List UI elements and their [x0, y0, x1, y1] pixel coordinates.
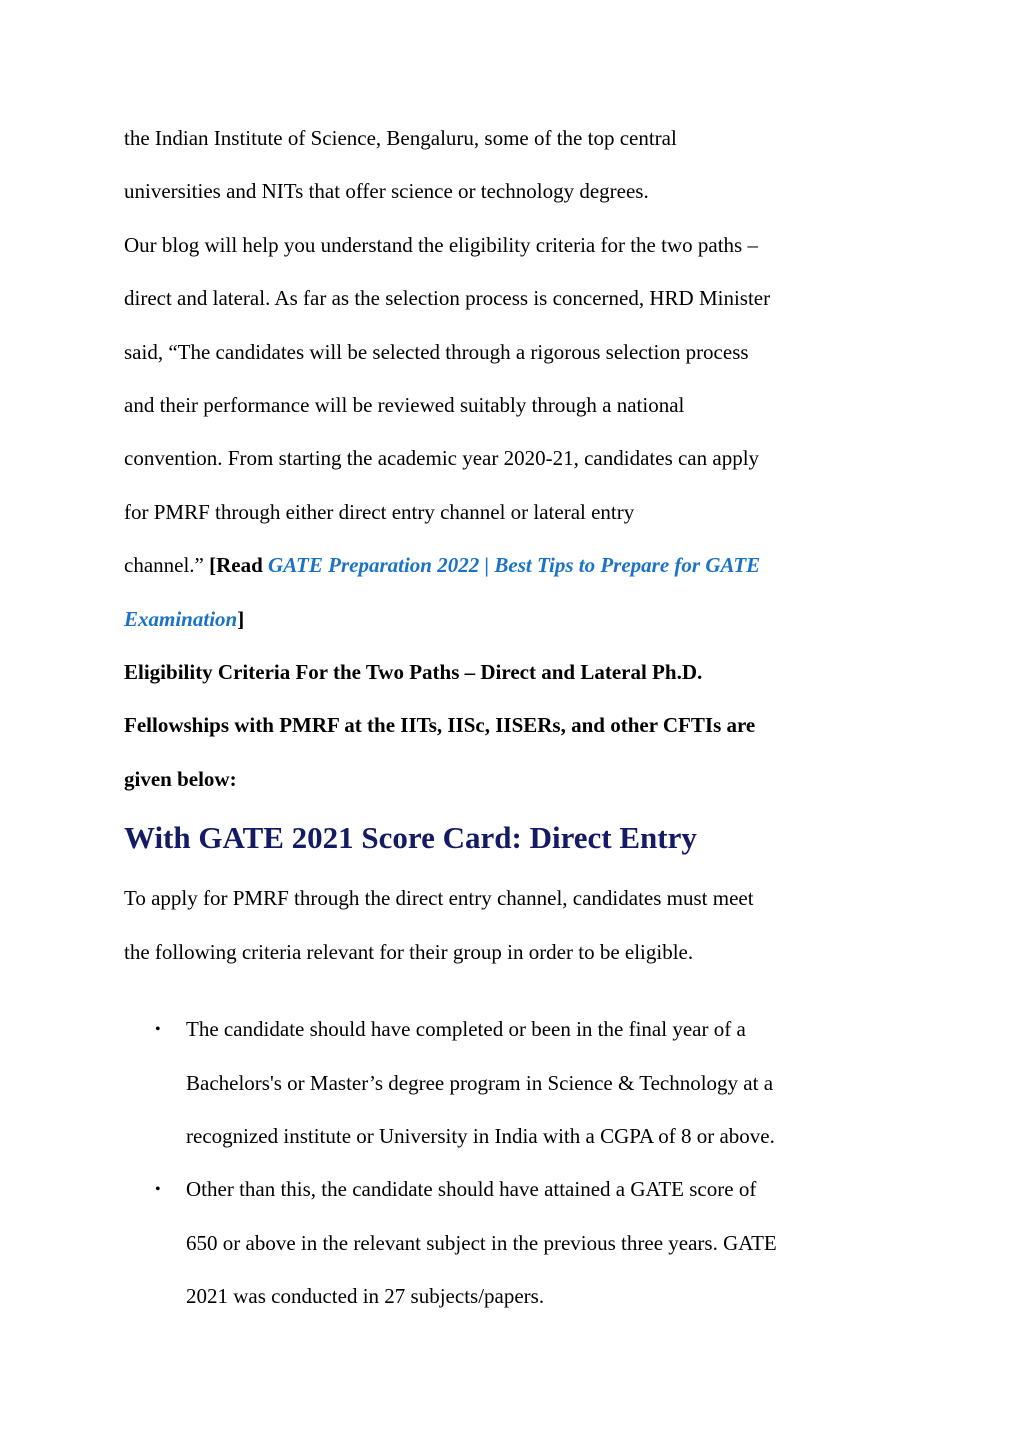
- bullet-icon: •: [155, 1021, 161, 1039]
- text-line: Eligibility Criteria For the Two Paths – Direct and Lateral Ph.D.: [124, 660, 703, 685]
- list-item: [124, 1003, 904, 1163]
- text-line: given below:: [124, 766, 237, 791]
- text-fragment: channel.”: [124, 553, 210, 578]
- text-line: Other than this, the candidate should have attained a GATE score of: [186, 1177, 757, 1202]
- text-line: The candidate should have completed or been in the final year of a: [186, 1017, 746, 1042]
- text-line: said, “The candidates will be selected through a rigorous selection process: [124, 339, 749, 364]
- text-line: Bachelors's or Master’s degree program in Science & Technology at a: [186, 1070, 774, 1095]
- section-heading: With GATE 2021 Score Card: Direct Entry: [124, 820, 697, 856]
- text-line: universities and NITs that offer science or technology degrees.: [124, 179, 649, 204]
- text-line: for PMRF through either direct entry channel or lateral entry: [124, 499, 635, 524]
- text-line: recognized institute or University in India with a CGPA of 8 or above.: [186, 1123, 775, 1148]
- text-line-with-link: [124, 593, 904, 646]
- text-line-with-link: [124, 539, 904, 592]
- text-line: the Indian Institute of Science, Bengaluru, some of the top central: [124, 126, 677, 150]
- bullet-icon: •: [155, 1181, 161, 1199]
- list-item: [124, 1163, 904, 1323]
- gate-preparation-link[interactable]: GATE Preparation 2022 | Best Tips to Prepare for GATE: [268, 553, 761, 578]
- text-line: 650 or above in the relevant subject in the previous three years. GATE: [186, 1230, 777, 1255]
- intro-paragraph: [124, 112, 904, 219]
- text-line: convention. From starting the academic year 2020-21, candidates can apply: [124, 446, 760, 471]
- text-line: the following criteria relevant for their group in order to be eligible.: [124, 939, 694, 964]
- text-line: direct and lateral. As far as the selection process is concerned, HRD Minister: [124, 286, 771, 311]
- text-line: 2021 was conducted in 27 subjects/papers.: [186, 1284, 545, 1309]
- read-bracket-open: [Read: [209, 553, 269, 578]
- text-line: Our blog will help you understand the eligibility criteria for the two paths –: [124, 232, 758, 257]
- read-bracket-close: ]: [237, 606, 245, 631]
- text-line: To apply for PMRF through the direct entry channel, candidates must meet: [124, 886, 754, 911]
- eligibility-heading: [124, 646, 904, 806]
- text-line: and their performance will be reviewed suitably through a national: [124, 393, 685, 418]
- criteria-list: [124, 1003, 904, 1323]
- gate-preparation-link-continued[interactable]: Examination: [124, 606, 238, 631]
- blog-paragraph: [124, 219, 904, 646]
- text-line: Fellowships with PMRF at the IITs, IISc, IISERs, and other CFTIs are: [124, 713, 756, 738]
- direct-entry-intro: [124, 872, 904, 979]
- document-page: [124, 112, 904, 1324]
